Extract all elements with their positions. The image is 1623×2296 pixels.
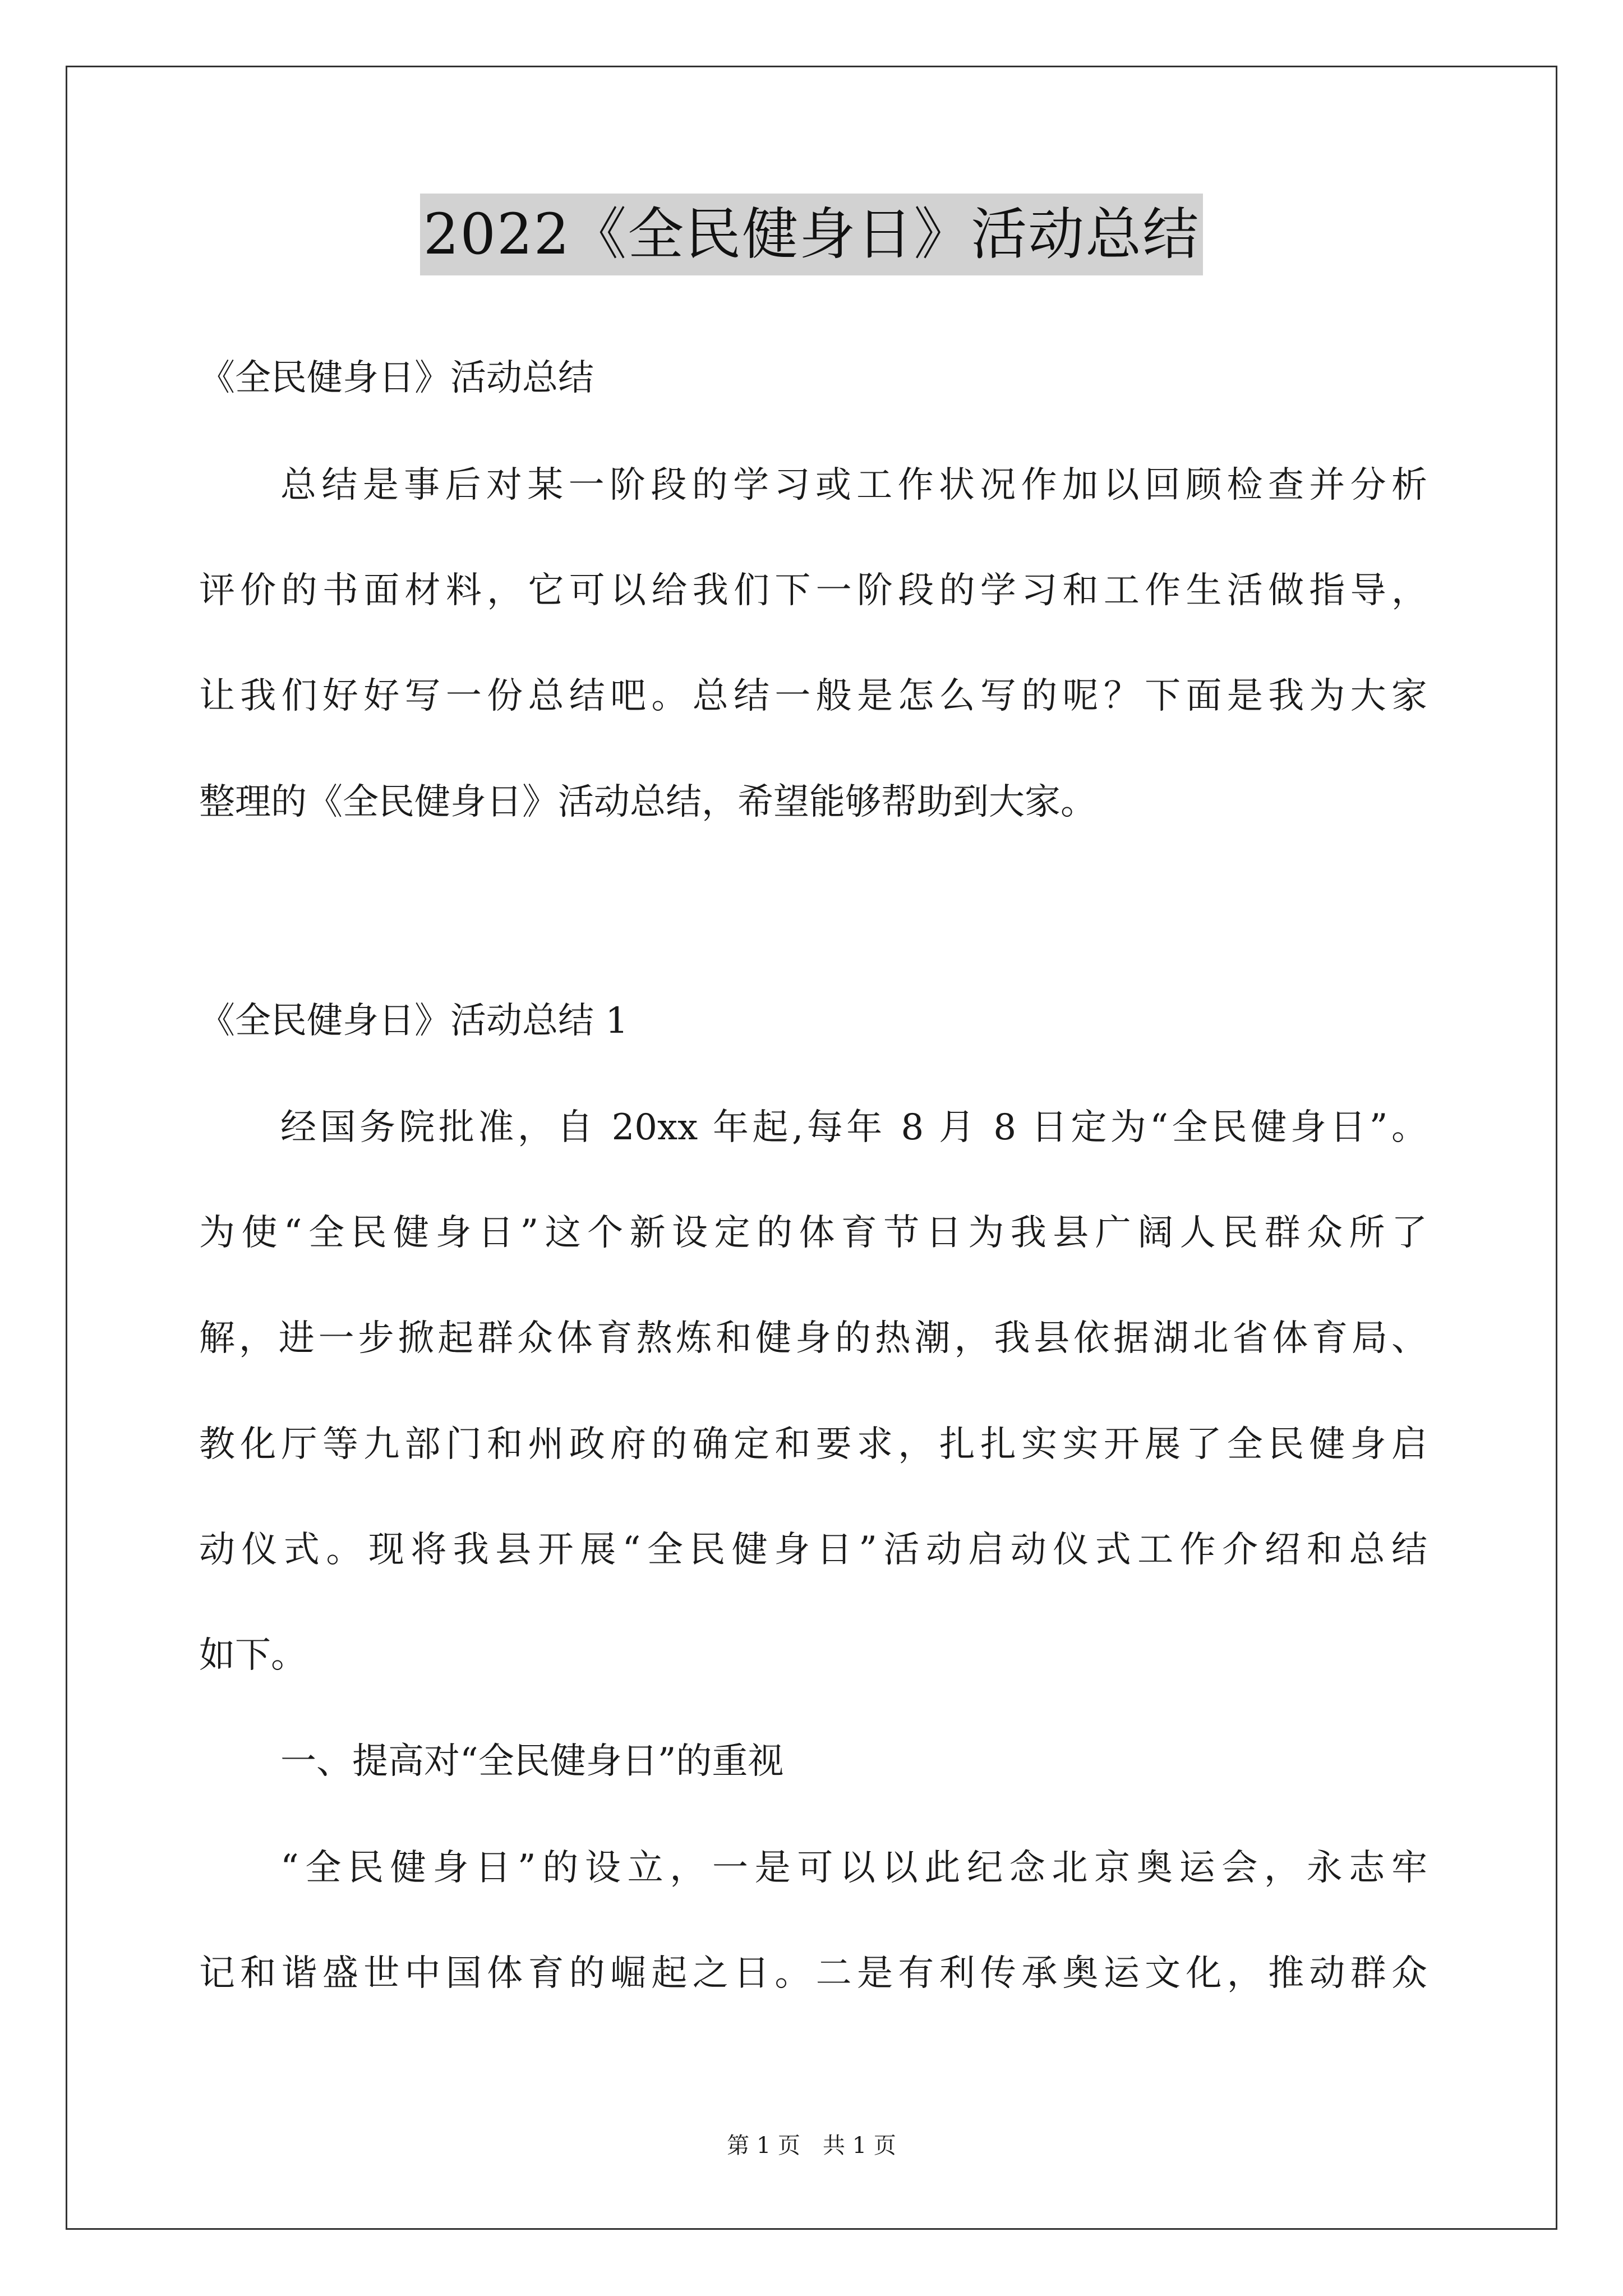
document-title: 2022《全民健身日》活动总结 [420, 194, 1204, 275]
section-line: 经国务院批准，自 20xx 年起,每年 8 月 8 日定为“全民健身日”。 [280, 1107, 1427, 1148]
section-heading: 《全民健身日》活动总结 1 [199, 1000, 629, 1042]
section-line: 动仪式。现将我县开展“全民健身日”活动启动仪式工作介绍和总结 [199, 1529, 1427, 1571]
page-footer [0, 2132, 1623, 2160]
intro-line: 让我们好好写一份总结吧。总结一般是怎么写的呢？下面是我为大家 [199, 675, 1427, 717]
intro-line: 整理的《全民健身日》活动总结，希望能够帮助到大家。 [199, 781, 1096, 823]
point-heading: 一、提高对“全民健身日”的重视 [280, 1741, 784, 1782]
document-subtitle: 《全民健身日》活动总结 [199, 357, 594, 399]
point-line: 记和谐盛世中国体育的崛起之日。二是有利传承奥运文化，推动群众 [199, 1953, 1427, 1994]
point-line: “全民健身日”的设立，一是可以以此纪念北京奥运会，永志牢 [280, 1847, 1427, 1889]
section-line: 如下。 [199, 1635, 307, 1676]
section-line: 为使“全民健身日”这个新设定的体育节日为我县广阔人民群众所了 [199, 1212, 1427, 1254]
intro-line: 总结是事后对某一阶段的学习或工作状况作加以回顾检查并分析 [280, 464, 1427, 506]
page-number: 第 1 页 [727, 2133, 800, 2159]
section-line: 教化厅等九部门和州政府的确定和要求，扎扎实实开展了全民健身启 [199, 1424, 1427, 1465]
page-total: 共 1 页 [823, 2133, 896, 2159]
title-container [0, 194, 1623, 275]
section-line: 解，进一步掀起群众体育熬炼和健身的热潮，我县依据湖北省体育局、 [199, 1318, 1427, 1359]
intro-line: 评价的书面材料，它可以给我们下一阶段的学习和工作生活做指导， [199, 570, 1427, 611]
